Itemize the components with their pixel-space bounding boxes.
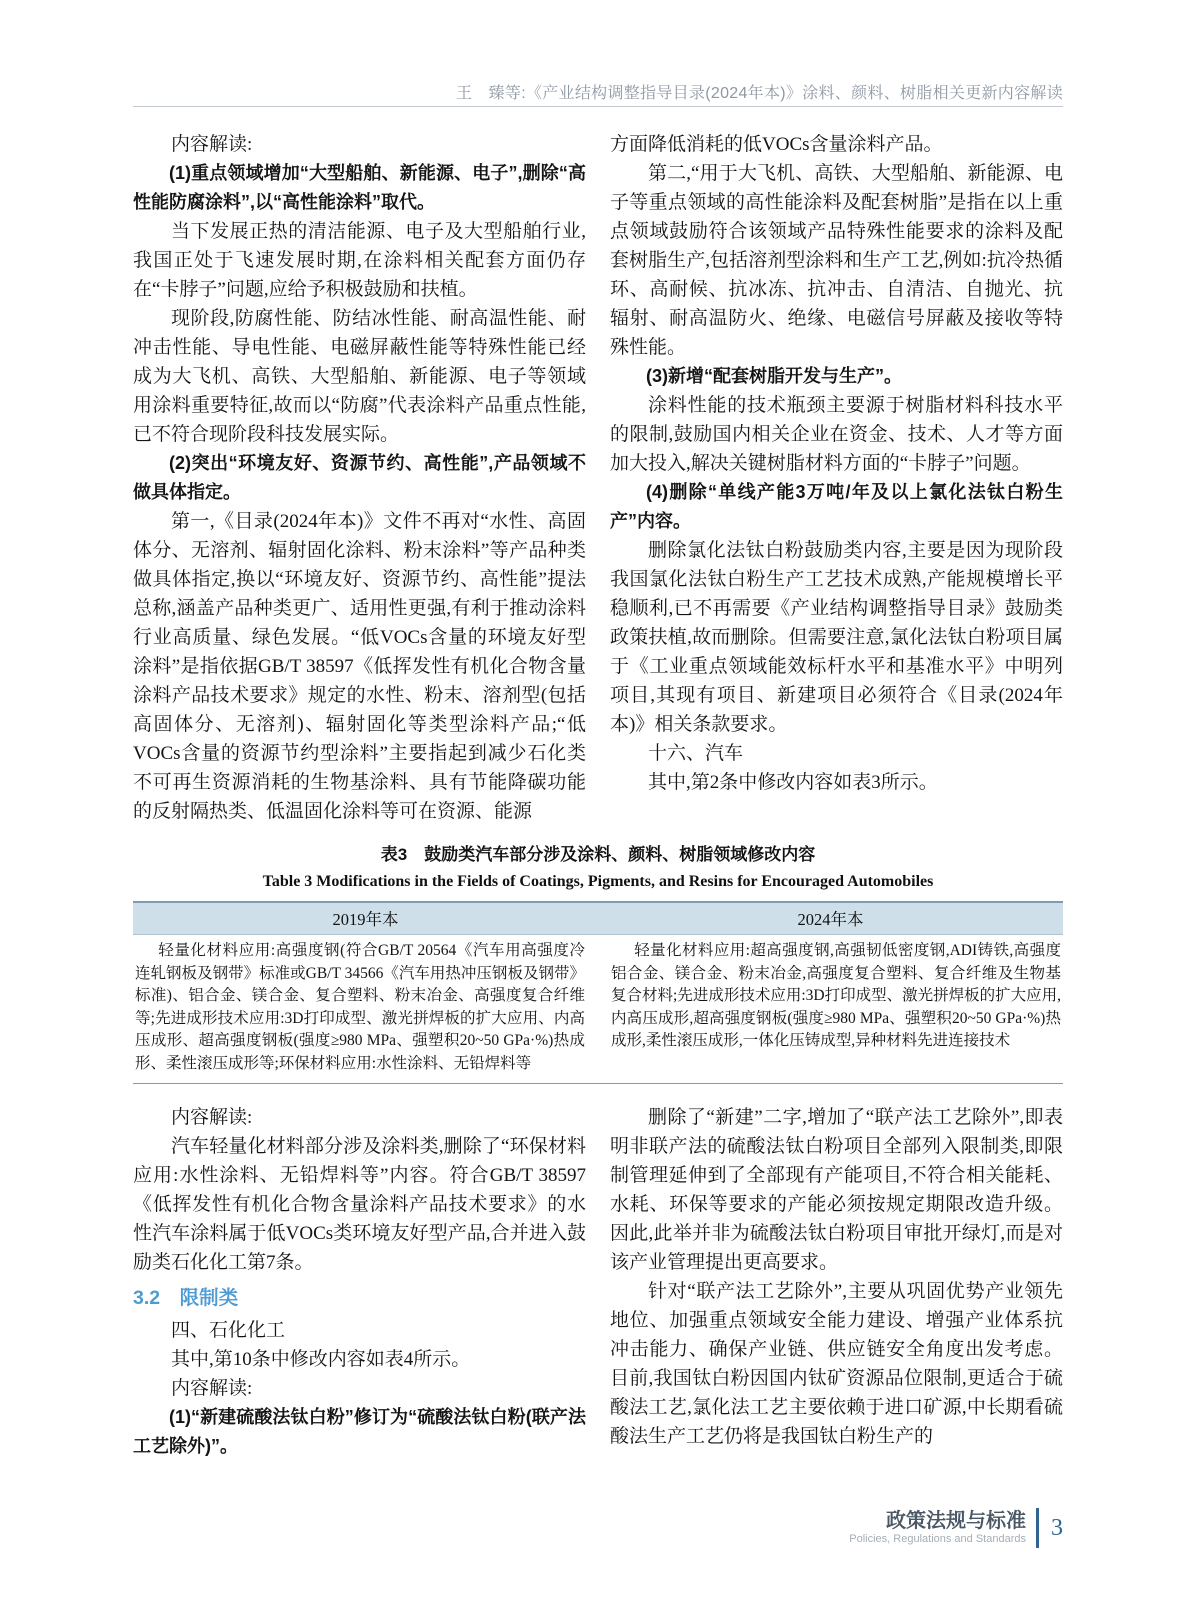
paragraph: 删除氯化法钛白粉鼓励类内容,主要是因为现阶段我国氯化法钛白粉生产工艺技术成熟,产能规模增长平稳顺利,已不再需要《产业结构调整指导目录》鼓励类政策扶植,故而删除。但需要注意,氯化法钛白粉项目属于《工业重点领域能效标杆水平和基准水平》中明列项目,其现有项目、新建项目必须符合《目录(2024年本)》相关条款要求。: [610, 540, 1063, 735]
section-heading: 3.2 限制类: [133, 1287, 239, 1309]
table3-header-2019: 2019年本: [332, 910, 399, 929]
paragraph: 四、石化化工: [171, 1320, 286, 1341]
header-rule: [133, 106, 1063, 107]
bottom-two-column-section: [133, 1103, 1063, 1461]
paragraph: 内容解读:: [171, 1378, 253, 1399]
paragraph: 针对“联产法工艺除外”,主要从巩固优势产业领先地位、加强重点领域安全能力建设、增强产业体系抗冲击能力、确保产业链、供应链安全角度出发考虑。目前,我国钛白粉因国内钛矿资源品位限制,更适合于硫酸法工艺,氯化法工艺主要依赖于进口矿源,中长期看硫酸法生产工艺仍将是我国钛白粉生产的: [610, 1281, 1063, 1447]
paragraph: 内容解读:: [171, 1107, 253, 1128]
paragraph: (4)删除“单线产能3万吨/年及以上氯化法钛白粉生产”内容。: [610, 482, 1063, 531]
top-left-column: [133, 130, 586, 826]
table3-cell-2024: 轻量化材料应用:超高强度钢,高强韧低密度钢,ADI铸铁,高强度铝合金、镁合金、粉末冶金,高强度复合塑料、复合纤维及生物基复合材料;先进成形技术应用:3D打印成型、激光拼焊板的扩大应用,内高压成形,超高强度钢板(强度≥980 MPa、强塑积20~50 GPa·%)热成形,柔性滚压成形,一体化压铸成型,异种材料先进连接技术: [611, 942, 1061, 1049]
paragraph: 内容解读:: [171, 134, 253, 155]
table3-body-row: [133, 935, 1063, 1083]
paragraph: 第二,“用于大飞机、高铁、大型船舶、新能源、电子等重点领域的高性能涂料及配套树脂”是指在以上重点领域鼓励符合该领域产品特殊性能要求的涂料及配套树脂生产,包括溶剂型涂料和生产工艺,例如:抗冷热循环、高耐候、抗冰冻、抗冲击、自清洁、自抛光、抗辐射、耐高温防火、绝缘、电磁信号屏蔽及接收等特殊性能。: [610, 163, 1063, 358]
footer-section-en: Policies, Regulations and Standards: [849, 1533, 1026, 1545]
paragraph: 第一,《目录(2024年本)》文件不再对“水性、高固体分、无溶剂、辐射固化涂料、粉末涂料”等产品种类做具体指定,换以“环境友好、资源节约、高性能”提法总称,涵盖产品种类更广、适用性更强,有利于推动涂料行业高质量、绿色发展。“低VOCs含量的环境友好型涂料”是指依据GB/T 38597《低挥发性有机化合物含量涂料产品技术要求》规定的水性、粉末、溶剂型(包括高固体分、无溶剂)、辐射固化等类型涂料产品;“低VOCs含量的资源节约型涂料”主要指起到减少石化类不可再生资源消耗的生物基涂料、具有节能降碳功能的反射隔热类、低温固化涂料等可在资源、能源: [133, 511, 586, 822]
paragraph: 方面降低消耗的低VOCs含量涂料产品。: [610, 134, 943, 155]
page-number: 3: [1051, 1514, 1063, 1541]
paragraph: 现阶段,防腐性能、防结冰性能、耐高温性能、耐冲击性能、导电性能、电磁屏蔽性能等特殊性能已经成为大飞机、高铁、大型船舶、新能源、电子等领域用涂料重要特征,故而以“防腐”代表涂料产品重点性能,已不符合现阶段科技发展实际。: [133, 308, 586, 445]
table3-cell-2019: 轻量化材料应用:高强度钢(符合GB/T 20564《汽车用高强度冷连轧钢板及钢带》标准或GB/T 34566《汽车用热冲压钢板及钢带》标准)、铝合金、镁合金、复合塑料、粉末冶金、高强度复合纤维等;先进成形技术应用:3D打印成型、激光拼焊板的扩大应用、内高压成形、超高强度钢板(强度≥980 MPa、强塑积20~50 GPa·%)热成形、柔性滚压成形等;环保材料应用:水性涂料、无铅焊料等: [135, 942, 585, 1072]
bottom-right-column: [610, 1103, 1063, 1461]
page-footer: [849, 1508, 1063, 1548]
paragraph: 其中,第2条中修改内容如表3所示。: [648, 772, 938, 793]
table3-title-en: Table 3 Modifications in the Fields of Coatings, Pigments, and Resins for Encouraged Automobiles: [262, 873, 934, 890]
paragraph: (1)重点领域增加“大型船舶、新能源、电子”,删除“高性能防腐涂料”,以“高性能涂料”取代。: [133, 163, 586, 212]
top-right-column: [610, 130, 1063, 826]
paragraph: 涂料性能的技术瓶颈主要源于树脂材料科技水平的限制,鼓励国内相关企业在资金、技术、人才等方面加大投入,解决关键树脂材料方面的“卡脖子”问题。: [610, 395, 1063, 474]
paragraph: 十六、汽车: [648, 743, 744, 764]
footer-section-zh: 政策法规与标准: [886, 1510, 1026, 1532]
paragraph: 删除了“新建”二字,增加了“联产法工艺除外”,即表明非联产法的硫酸法钛白粉项目全部列入限制类,即限制管理延伸到了全部现有产能项目,不符合相关能耗、水耗、环保等要求的产能必须按规定期限改造升级。因此,此举并非为硫酸法钛白粉项目审批开绿灯,而是对该产业管理提出更高要求。: [610, 1107, 1063, 1273]
table3-header-row: [133, 903, 1063, 935]
bottom-left-column: [133, 1103, 586, 1461]
paragraph: (1)“新建硫酸法钛白粉”修订为“硫酸法钛白粉(联产法工艺除外)”。: [133, 1407, 586, 1456]
table3-block: [133, 840, 1063, 1084]
paragraph: 当下发展正热的清洁能源、电子及大型船舶行业,我国正处于飞速发展时期,在涂料相关配套方面仍存在“卡脖子”问题,应给予积极鼓励和扶植。: [133, 221, 586, 300]
footer-divider-bar: [1036, 1508, 1039, 1548]
paragraph: (3)新增“配套树脂开发与生产”。: [646, 366, 902, 386]
top-two-column-section: [133, 130, 1063, 826]
paragraph: (2)突出“环境友好、资源节约、高性能”,产品领域不做具体指定。: [133, 453, 586, 502]
table3-title-zh: 表3 鼓励类汽车部分涉及涂料、颜料、树脂领域修改内容: [380, 845, 816, 864]
footer-section-title: [849, 1510, 1026, 1546]
running-head: 王 臻等:《产业结构调整指导目录(2024年本)》涂料、颜料、树脂相关更新内容解读: [456, 85, 1063, 102]
paragraph: 其中,第10条中修改内容如表4所示。: [171, 1349, 471, 1370]
paragraph: 汽车轻量化材料部分涉及涂料类,删除了“环保材料应用:水性涂料、无铅焊料等”内容。符合GB/T 38597《低挥发性有机化合物含量涂料产品技术要求》的水性汽车涂料属于低VOCs类环境友好型产品,合并进入鼓励类石化化工第7条。: [133, 1136, 586, 1273]
table3-header-2024: 2024年本: [797, 910, 864, 929]
table3: [133, 901, 1063, 1084]
